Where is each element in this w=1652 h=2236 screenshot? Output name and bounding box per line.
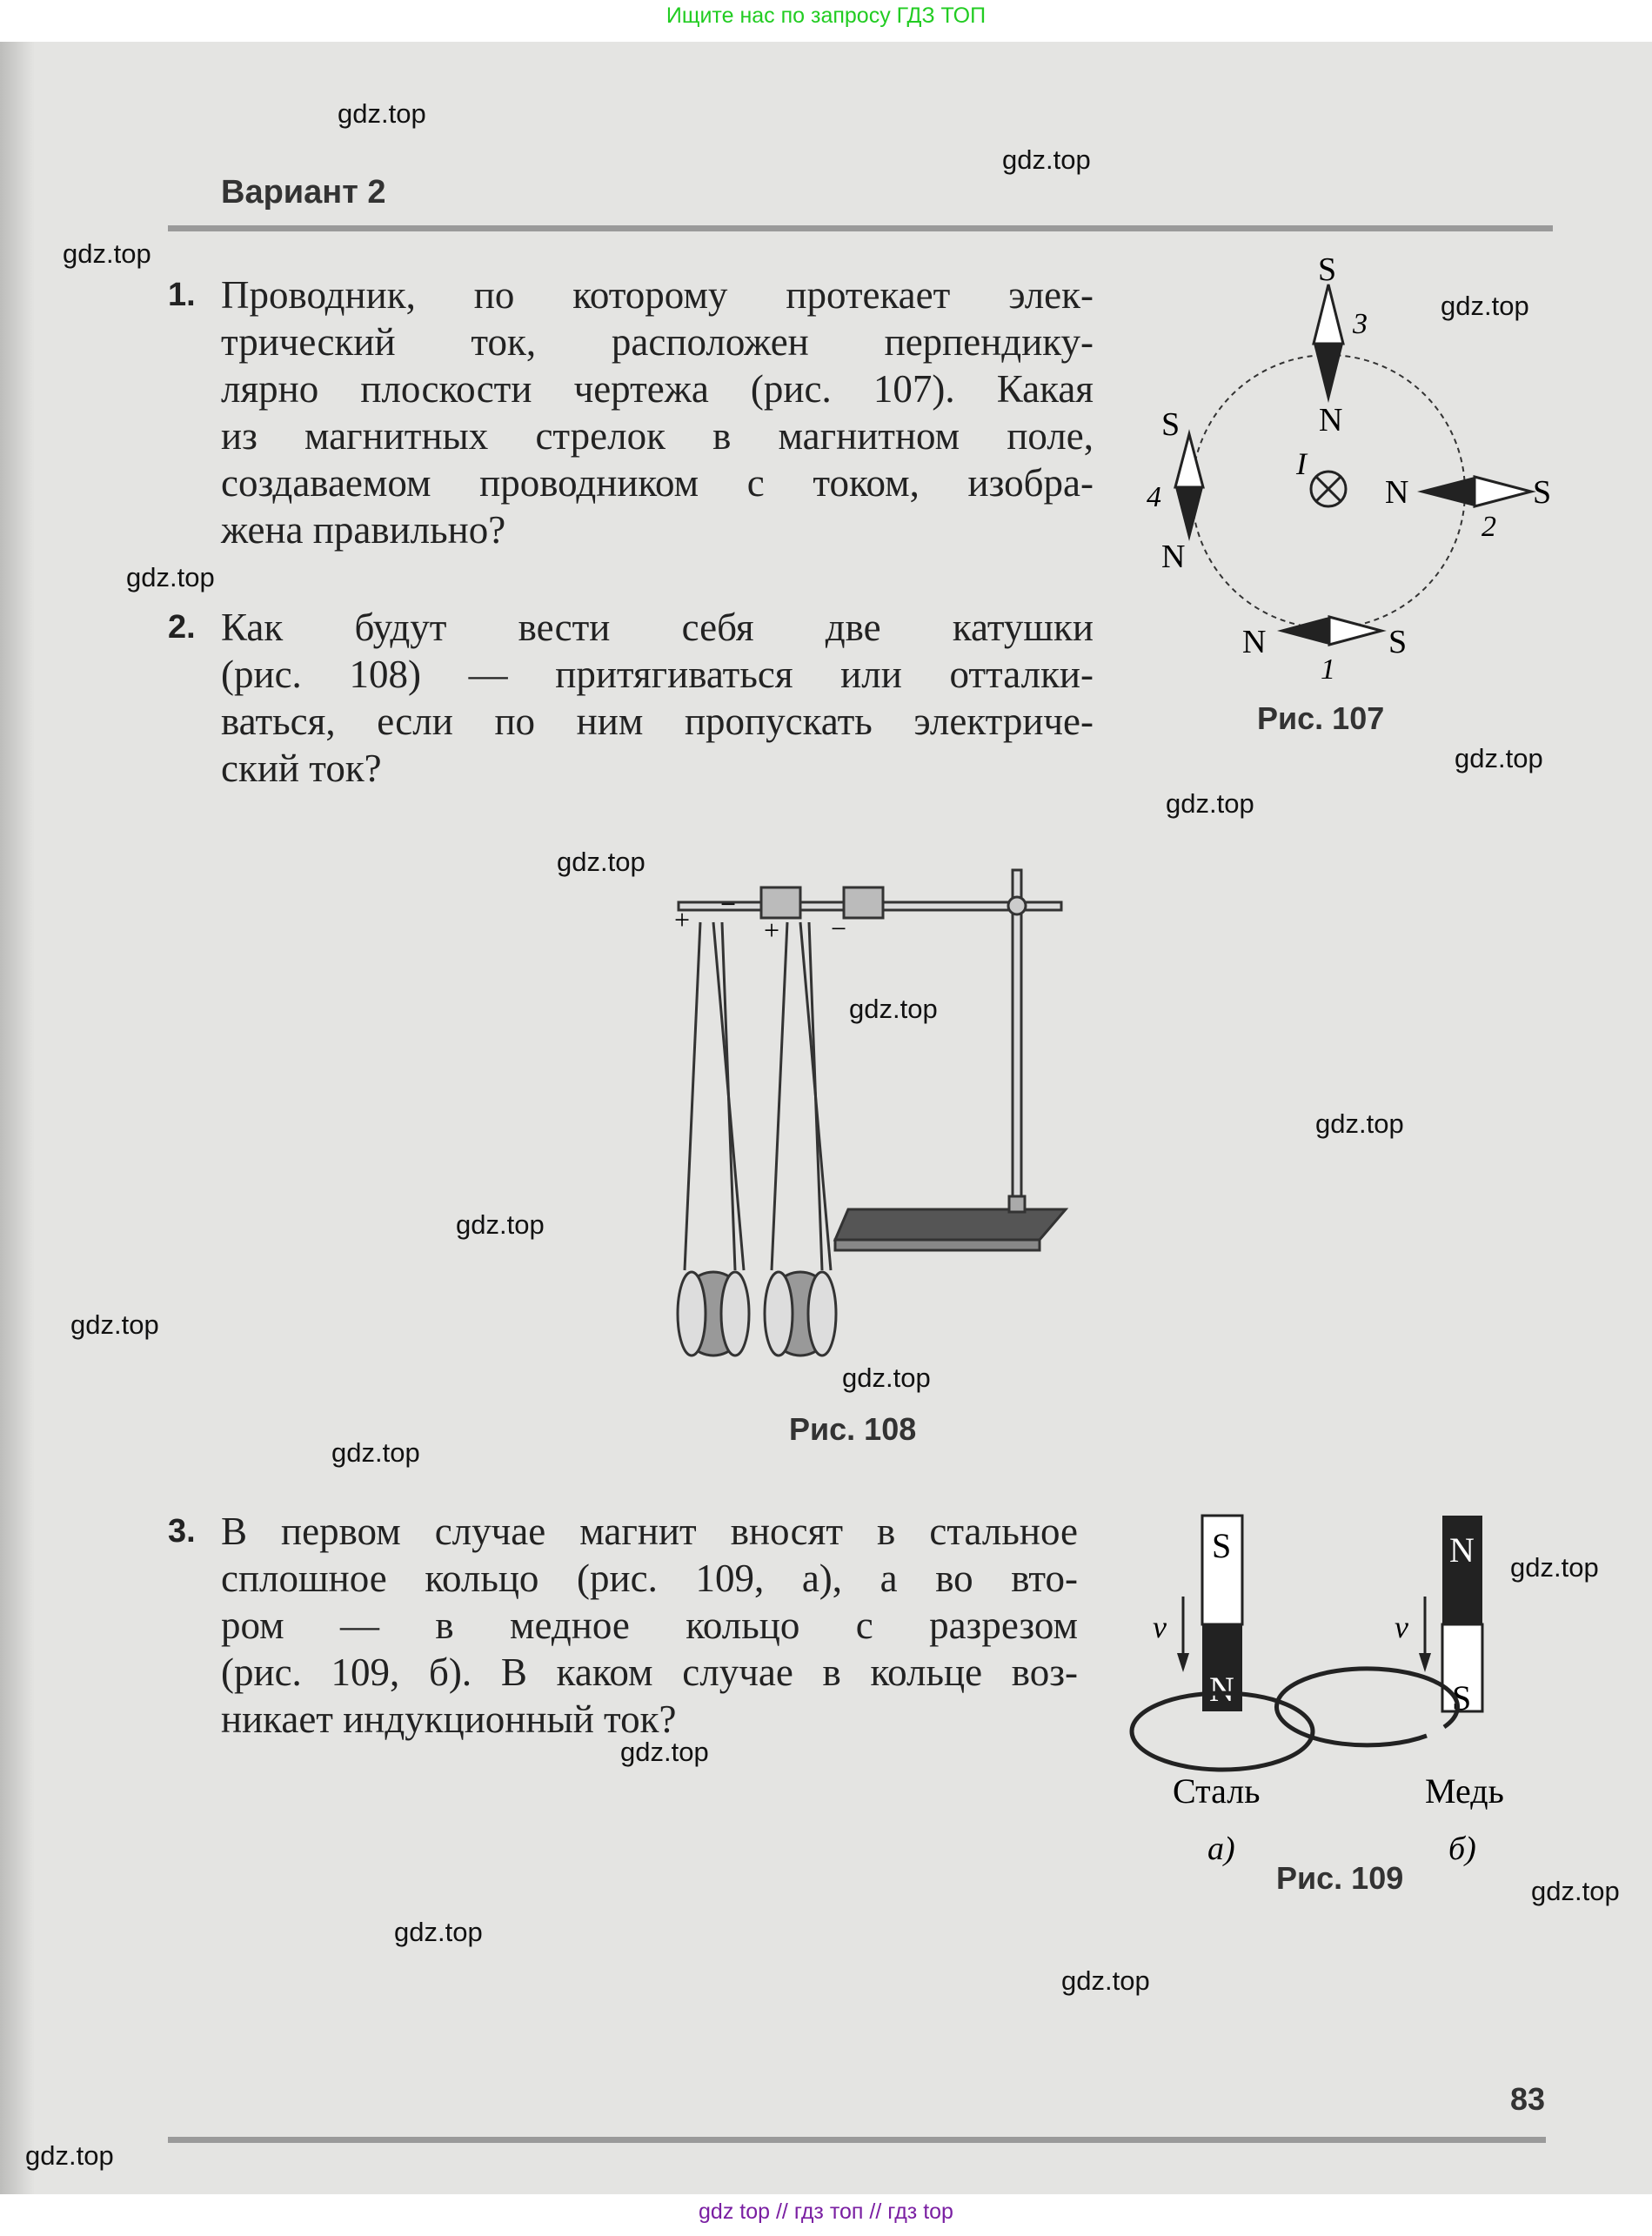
- watermark: gdz.top: [331, 1437, 420, 1468]
- needle-3-north: N: [1319, 402, 1343, 438]
- ring-copper-cut: [1276, 1669, 1457, 1745]
- watermark: gdz.top: [620, 1737, 709, 1767]
- question-line: ский ток?: [221, 746, 382, 790]
- magnet-b-bottom-pole: S: [1452, 1678, 1472, 1717]
- needle-1-north: N: [1242, 624, 1267, 660]
- velocity-arrow-b-head: [1419, 1653, 1431, 1672]
- watermark: gdz.top: [1166, 788, 1254, 819]
- coil-left-plus: +: [674, 904, 691, 935]
- subfig-label-a: а): [1207, 1831, 1235, 1867]
- question-line: никает индукционный ток?: [221, 1697, 677, 1741]
- coil-left-minus: −: [720, 888, 737, 920]
- question-line: (рис. 108) — притягиваться или отталки-: [221, 653, 1094, 696]
- watermark: gdz.top: [1061, 1965, 1150, 1996]
- watermark: gdz.top: [1315, 1108, 1404, 1139]
- question-line: В первом случае магнит вносят в стальное: [221, 1510, 1078, 1553]
- needle-3-number: 3: [1353, 308, 1368, 340]
- magnet-b: [1442, 1516, 1482, 1717]
- question-line: ваться, если по ним пропускать электриче-: [221, 700, 1094, 743]
- magnet-b-top-pole: N: [1449, 1530, 1475, 1570]
- question-line: жена правильно?: [221, 508, 506, 552]
- magnet-a-top-pole: S: [1212, 1526, 1232, 1565]
- needle-2-number: 2: [1481, 511, 1496, 543]
- question-number: 3.: [168, 1513, 196, 1550]
- material-label-copper: Медь: [1425, 1771, 1504, 1811]
- question-line: трический ток, расположен перпендику-: [221, 320, 1094, 364]
- banner-text: Ищите нас по запросу ГДЗ ТОП: [665, 3, 987, 28]
- question-number: 2.: [168, 609, 196, 646]
- footer-banner: [0, 2194, 1652, 2236]
- figure-108-caption: Рис. 108: [789, 1411, 917, 1447]
- question-line: лярно плоскости чертежа (рис. 107). Какая: [221, 367, 1094, 411]
- needle-1-number: 1: [1321, 653, 1335, 686]
- watermark: gdz.top: [1531, 1876, 1620, 1906]
- footer-text: gdz top // гдз топ // гдз top: [699, 2199, 953, 2224]
- velocity-label-a: v⃗: [1153, 1610, 1191, 1644]
- needle-4-number: 4: [1147, 481, 1161, 513]
- question-line: сплошное кольцо (рис. 109, а), а во вто-: [221, 1556, 1078, 1600]
- question-line: Как будут вести себя две катушки: [221, 606, 1094, 649]
- watermark: gdz.top: [557, 847, 645, 877]
- page-number: 83: [1510, 2081, 1546, 2117]
- question-line: ром — в медное кольцо с разрезом: [221, 1603, 1078, 1647]
- question-line: из магнитных стрелок в магнитном поле,: [221, 414, 1094, 458]
- needle-4-north: N: [1161, 539, 1186, 575]
- watermark: gdz.top: [849, 994, 938, 1024]
- subfig-label-b: б): [1448, 1831, 1476, 1867]
- bottom-divider: [168, 2137, 1546, 2143]
- watermark: gdz.top: [126, 562, 215, 592]
- question-line: (рис. 109, б). В каком случае в кольце воз-: [221, 1650, 1078, 1694]
- watermark: gdz.top: [842, 1362, 931, 1393]
- velocity-arrow-a-head: [1177, 1653, 1189, 1672]
- watermark: gdz.top: [1455, 743, 1543, 773]
- magnet-a-bottom-pole: N: [1209, 1670, 1234, 1709]
- watermark: gdz.top: [338, 98, 426, 129]
- watermark: gdz.top: [1441, 291, 1529, 321]
- needle-3-south: S: [1318, 251, 1337, 288]
- magnet-a: [1202, 1516, 1242, 1711]
- needle-1-south: S: [1388, 624, 1408, 660]
- figure-107-caption: Рис. 107: [1257, 700, 1385, 736]
- watermark: gdz.top: [456, 1209, 545, 1240]
- watermark: gdz.top: [1510, 1552, 1599, 1583]
- question-line: Проводник, по которому протекает элек-: [221, 273, 1094, 317]
- coil-right-minus: −: [831, 913, 847, 944]
- figure-109-caption: Рис. 109: [1276, 1860, 1404, 1896]
- velocity-label-b: v⃗: [1395, 1610, 1433, 1644]
- watermark: gdz.top: [394, 1917, 483, 1947]
- watermark: gdz.top: [25, 2140, 114, 2171]
- question-line: создаваемом проводником с током, изобра-: [221, 461, 1094, 505]
- material-label-steel: Сталь: [1173, 1771, 1261, 1811]
- needle-4-south: S: [1161, 406, 1180, 443]
- watermark: gdz.top: [1002, 144, 1091, 175]
- coil-right-plus: +: [764, 914, 780, 946]
- needle-2-south: S: [1533, 474, 1552, 511]
- watermark: gdz.top: [63, 238, 151, 269]
- current-label: I: [1296, 446, 1307, 481]
- question-number: 1.: [168, 277, 196, 313]
- watermark: gdz.top: [70, 1309, 159, 1340]
- needle-2-north: N: [1385, 474, 1409, 511]
- section-title: Вариант 2: [221, 174, 386, 211]
